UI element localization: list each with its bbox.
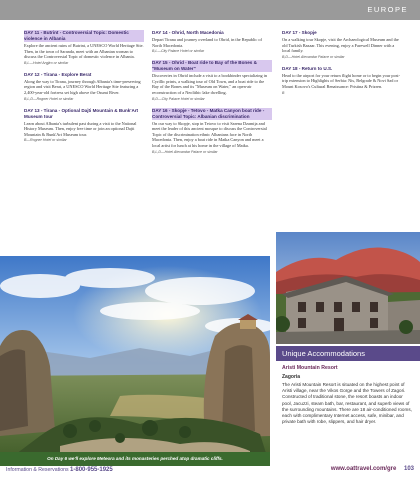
day-13 <box>24 108 144 144</box>
region-label: EUROPE <box>367 5 408 14</box>
itinerary-column-2 <box>152 30 272 161</box>
day-body: Explore the ancient ruins of Butrint, a UNESCO World Heritage Site. Then, in the town of Saranda, meet with an Albanian woman to discuss the Controversial Topic of domestic violence in Albania. <box>24 43 144 60</box>
day-title: DAY 17 - Skopje <box>282 30 317 35</box>
day-title: DAY 18 - Return to U.S. <box>282 65 333 71</box>
day-11 <box>24 30 144 66</box>
day-title: DAY 13 - Tirana - Optional Dajti Mountain & Bunk'Art Museum tour <box>24 107 139 119</box>
top-bar <box>0 0 420 20</box>
accommodations-body <box>276 361 420 429</box>
page-number: 103 <box>403 466 414 472</box>
resort-place: Zagoria <box>282 374 301 380</box>
footer-url[interactable]: www.oattravel.com/gre <box>330 466 397 472</box>
day-title: DAY 11 - Butrint - Controversial Topic: Domestic violence in Albania <box>24 30 144 42</box>
photo-caption: On Day 6 we'll explore Meteora and its monasteries perched atop dramatic cliffs. <box>0 452 270 466</box>
resort-photo <box>276 232 420 344</box>
day-meals: B—Rogner Hotel or similar <box>24 138 67 143</box>
day-meals: B,L—Hotel Argjiro or similar <box>24 60 69 65</box>
day-body: On a walking tour Skopje, visit the Archaeological Museum and the old Turkish Bazaar. This evening, enjoy a Farewell Dinner with a local family. <box>282 37 399 54</box>
footer-contact <box>6 467 113 473</box>
day-body: Learn about Albania's turbulent past during a visit to the National History Museum. Then, enjoy free time or join an optional Dajti Mountain & Bunk'Art Museum tour. <box>24 120 137 137</box>
unique-accommodations <box>276 346 420 429</box>
day-16 <box>152 108 272 155</box>
day-body: On our way to Skopje, stop in Tetovo to visit Sarena Dzamija and meet the leader of this ancient mosque to discuss the Controversial Topic of the discrimination ethnic Albanians face in North Macedonia. Then, enjoy a boat ride in Matka Canyon and meet a local artist for lunch at his home in the village of Matka. <box>152 120 267 148</box>
day-meals: B,D—Hotel Alexandar Palace or similar <box>282 54 345 59</box>
day-body: Along the way to Tirana, journey through Albania's time-preserving region and visit Berat, a UNESCO World Heritage Site featuring a 2,400-year-old fortress set high above the Osumi River. <box>24 78 141 95</box>
day-title: DAY 15 - Ohrid - Boat ride to Bay of the Bones & "Museum on Water" <box>152 60 272 72</box>
resort-illustration <box>276 232 420 344</box>
day-18 <box>282 66 402 96</box>
meteora-photo <box>0 256 270 466</box>
day-title: DAY 14 - Ohrid, North Macedonia <box>152 30 224 35</box>
day-title: DAY 16 - Skopje - Tetovo - Matka Canyon boat ride - Controversial Topic: Albanian discrimination <box>152 108 272 120</box>
day-body: Depart Tirana and journey overland to Ohrid, in the Republic of North Macedonia. <box>152 37 262 48</box>
day-meals: B,D—City Palace Hotel or similar <box>152 96 205 101</box>
itinerary-column-3 <box>282 30 402 102</box>
day-title: DAY 12 - Tirana - Explore Berat <box>24 71 92 77</box>
footer-phone[interactable]: 1-800-955-1925 <box>70 467 113 473</box>
accommodations-heading: Unique Accommodations <box>276 346 420 361</box>
footer-label: Information & Reservations <box>6 467 69 473</box>
footer-right <box>331 466 414 472</box>
day-14 <box>152 30 272 54</box>
meteora-landscape-illustration <box>0 256 270 466</box>
resort-name: Aristi Mountain Resort <box>282 365 338 371</box>
day-meals: B <box>282 90 285 95</box>
resort-description: The Aristi Mountain Resort is situated on the highest point of Aristi village, near the Vikos Gorge and the Towers of Zagori. Constructed of traditional stone, the resort boasts an indoor pool, Jacuzzi, steam bath, bar, restaurant, and superb views of the surrounding mountains. There are 18 air-conditioned rooms, each with complimentary Internet access, safe, minibar, and private bath with robe, slippers, and hair dryer. <box>282 382 412 425</box>
day-17 <box>282 30 402 60</box>
itinerary-column-1 <box>24 30 144 149</box>
day-12 <box>24 72 144 102</box>
day-15 <box>152 60 272 101</box>
day-meals: B,L,D—Rogner Hotel or similar <box>24 96 74 101</box>
day-meals: B,L,D—Hotel Alexandar Palace or similar <box>152 149 218 154</box>
day-meals: B,L—City Palace Hotel or similar <box>152 49 205 54</box>
day-body: Discoveries in Ohrid include a visit to a bookbinder specializing in Cyrillic prints, a walking tour of Old Town, and a boat ride to the Bay of the Bones and its "Museum on Water," an open-air reconstruction of a Neolithic lake dwelling. <box>152 73 268 95</box>
day-body: Head to the airport for your return flight home or to begin your post-trip extension to Highlights of Serbia: Nis, Belgrade & Novi Sad or Mount Kosovo's Cultural Renaissance: Pristina & Prizren. <box>282 72 401 89</box>
